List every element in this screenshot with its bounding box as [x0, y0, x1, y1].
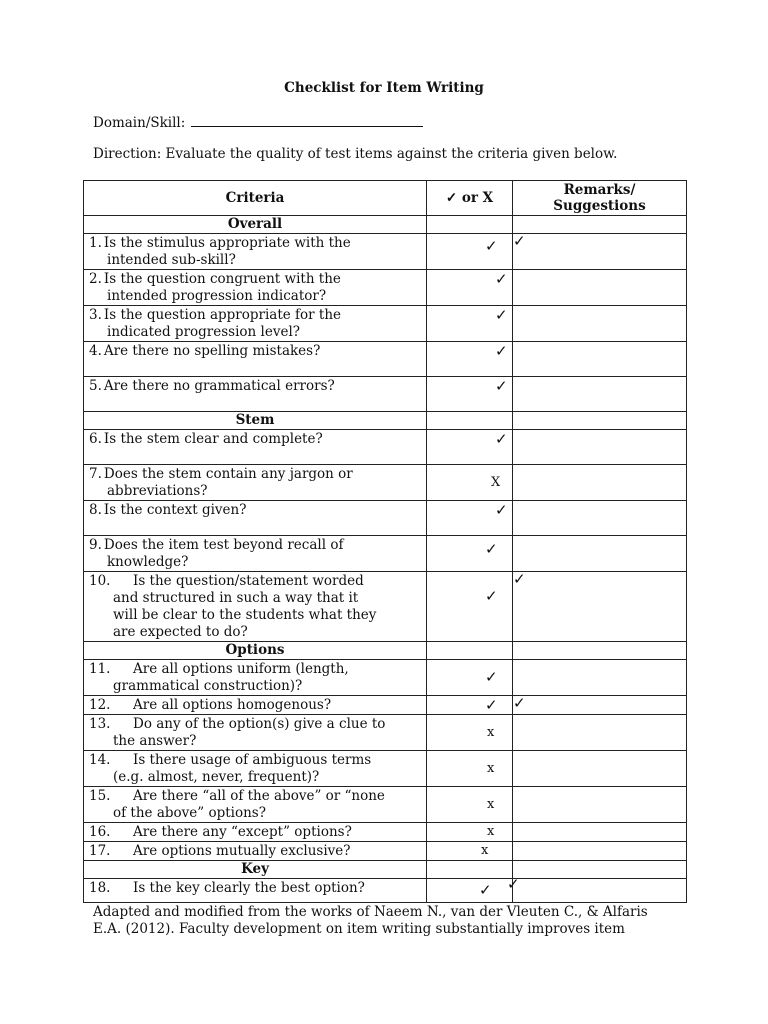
check-cell[interactable] — [427, 430, 513, 465]
check-cell[interactable] — [427, 270, 513, 306]
criteria-cell — [84, 306, 427, 342]
domain-skill-label: Domain/Skill: — [93, 115, 186, 131]
item-question-line: Is the key clearly the best option? — [133, 880, 365, 896]
domain-skill-blank-line[interactable] — [191, 113, 423, 127]
empty-cell[interactable] — [427, 642, 513, 660]
section-title: Key — [84, 861, 427, 879]
item-question-line: (e.g. almost, never, frequent)? — [113, 769, 320, 785]
criteria-cell — [84, 234, 427, 270]
item-question-line: Do any of the option(s) give a clue to — [133, 716, 386, 732]
remarks-cell[interactable] — [513, 751, 687, 787]
item-question-line: Is the question congruent with the — [103, 271, 341, 287]
check-cell[interactable] — [427, 751, 513, 787]
checkmark-icon: ✓ — [507, 875, 520, 893]
check-cell[interactable] — [427, 715, 513, 751]
check-cell[interactable] — [427, 536, 513, 572]
item-question-line: Is the question/statement worded — [133, 573, 364, 589]
item-question-line: and structured in such a way that it — [113, 590, 359, 606]
remarks-cell[interactable] — [507, 875, 687, 903]
item-number: 3. — [89, 307, 102, 323]
remarks-cell[interactable] — [513, 377, 687, 412]
checkmark-icon: ✓ — [485, 540, 498, 558]
x-mark: x — [487, 824, 495, 839]
section-title: Options — [84, 642, 427, 660]
item-question-line: will be clear to the students what they — [113, 607, 377, 623]
check-cell[interactable] — [427, 306, 513, 342]
table-row — [84, 823, 687, 842]
remarks-cell[interactable] — [513, 787, 687, 823]
remarks-cell[interactable] — [513, 715, 687, 751]
check-cell[interactable] — [427, 572, 513, 642]
table-row — [84, 572, 687, 642]
section-title: Stem — [84, 412, 427, 430]
empty-cell[interactable] — [427, 861, 513, 879]
direction-text: Direction: Evaluate the quality of test items against the criteria given below. — [93, 146, 618, 162]
criteria-cell — [84, 696, 427, 715]
criteria-cell — [84, 465, 427, 501]
check-cell[interactable] — [427, 787, 513, 823]
item-question-line: abbreviations? — [107, 483, 208, 499]
remarks-header — [513, 181, 687, 216]
check-cell[interactable] — [427, 342, 513, 377]
item-question-line: are expected to do? — [113, 624, 248, 640]
table-row — [84, 696, 687, 715]
remarks-header-line1: Remarks/ — [563, 182, 636, 198]
footer-citation — [93, 904, 683, 938]
empty-cell[interactable] — [513, 412, 687, 430]
remarks-cell[interactable] — [513, 536, 687, 572]
item-number: 14. — [89, 752, 111, 768]
item-question-line: knowledge? — [107, 554, 189, 570]
item-number: 4. — [89, 343, 102, 359]
empty-cell[interactable] — [427, 412, 513, 430]
table-row — [84, 465, 687, 501]
item-question-line: the answer? — [113, 733, 197, 749]
table-row — [84, 306, 687, 342]
checkmark-icon: ✓ — [485, 696, 498, 714]
table-row — [84, 879, 687, 903]
item-question-line: Is there usage of ambiguous terms — [133, 752, 372, 768]
footer-line1: Adapted and modified from the works of Naeem N., van der Vleuten C., & Alfaris — [93, 904, 648, 920]
checkmark-icon: ✓ — [495, 501, 508, 519]
item-number: 10. — [89, 573, 111, 589]
item-number: 7. — [89, 466, 102, 482]
remarks-cell[interactable] — [513, 660, 687, 696]
table-row — [84, 660, 687, 696]
checkmark-icon: ✓ — [479, 881, 492, 899]
check-cell[interactable] — [427, 377, 513, 412]
item-question-line: Are there no spelling mistakes? — [103, 343, 321, 359]
item-number: 9. — [89, 537, 102, 553]
item-number: 13. — [89, 716, 111, 732]
item-number: 2. — [89, 271, 102, 287]
item-question-line: indicated progression level? — [107, 324, 301, 340]
item-number: 1. — [89, 235, 102, 251]
remarks-cell[interactable] — [513, 842, 687, 861]
checkmark-icon: ✓ — [485, 237, 498, 255]
item-question-line: Are all options uniform (length, — [133, 661, 349, 677]
table-row — [84, 234, 687, 270]
empty-cell[interactable] — [513, 861, 687, 879]
checkmark-icon: ✓ — [495, 306, 508, 324]
check-cell[interactable] — [427, 823, 513, 842]
check-cell[interactable] — [427, 234, 513, 270]
remarks-cell[interactable] — [513, 306, 687, 342]
remarks-cell[interactable] — [513, 501, 687, 536]
x-mark: X — [491, 475, 501, 490]
checklist-table — [83, 180, 687, 903]
criteria-cell — [84, 430, 427, 465]
checkmark-icon: ✓ — [495, 430, 508, 448]
item-question-line: Is the stimulus appropriate with the — [103, 235, 351, 251]
remarks-cell[interactable] — [513, 270, 687, 306]
item-number: 16. — [89, 824, 111, 840]
criteria-cell — [84, 879, 427, 903]
item-number: 15. — [89, 788, 111, 804]
criteria-header: Criteria — [84, 181, 427, 216]
checkmark-icon: ✓ — [495, 342, 508, 360]
checkmark-icon: ✓ — [495, 270, 508, 288]
checkmark-icon: ✓ — [513, 570, 526, 588]
table-row — [84, 715, 687, 751]
item-question-line: grammatical construction)? — [113, 678, 303, 694]
item-number: 11. — [89, 661, 111, 677]
check-header: ✓ or X — [427, 181, 513, 216]
item-question-line: Are options mutually exclusive? — [133, 843, 351, 859]
section-row-overall — [84, 216, 687, 234]
item-question-line: Are all options homogenous? — [133, 697, 332, 713]
table-row — [84, 430, 687, 465]
check-cell[interactable] — [427, 879, 513, 903]
check-cell[interactable] — [427, 465, 513, 501]
table-row — [84, 342, 687, 377]
item-number: 18. — [89, 880, 111, 896]
domain-skill-field — [93, 113, 423, 131]
table-header-row — [84, 181, 687, 216]
item-number: 6. — [89, 431, 102, 447]
empty-cell[interactable] — [513, 642, 687, 660]
remarks-cell[interactable] — [513, 430, 687, 465]
footer-line2: E.A. (2012). Faculty development on item writing substantially improves item — [93, 921, 625, 937]
criteria-cell — [84, 342, 427, 377]
table-row — [84, 270, 687, 306]
criteria-cell — [84, 751, 427, 787]
criteria-cell — [84, 787, 427, 823]
x-mark: x — [487, 797, 495, 812]
criteria-cell — [84, 536, 427, 572]
table-row — [84, 501, 687, 536]
item-number: 8. — [89, 502, 102, 518]
item-number: 12. — [89, 697, 111, 713]
check-cell[interactable] — [427, 501, 513, 536]
item-question-line: of the above” options? — [113, 805, 266, 821]
x-mark: x — [481, 843, 489, 858]
checkmark-icon: ✓ — [513, 694, 526, 712]
item-question-line: Are there “all of the above” or “none — [133, 788, 385, 804]
document-title: Checklist for Item Writing — [284, 80, 484, 96]
criteria-cell — [84, 842, 427, 861]
remarks-cell[interactable] — [513, 572, 687, 642]
checkmark-icon: ✓ — [485, 587, 498, 605]
section-row-options — [84, 642, 687, 660]
checkmark-icon: ✓ — [495, 377, 508, 395]
x-mark: x — [487, 761, 495, 776]
item-number: 5. — [89, 378, 102, 394]
item-question-line: Does the item test beyond recall of — [103, 537, 344, 553]
item-question-line: Is the context given? — [103, 502, 247, 518]
section-row-key — [84, 861, 687, 879]
item-question-line: Is the stem clear and complete? — [103, 431, 323, 447]
criteria-cell — [84, 660, 427, 696]
remarks-cell[interactable] — [513, 696, 687, 715]
criteria-cell — [84, 377, 427, 412]
remarks-header-line2: Suggestions — [553, 198, 646, 214]
table-row — [84, 751, 687, 787]
remarks-cell[interactable] — [513, 465, 687, 501]
criteria-cell — [84, 823, 427, 842]
item-number: 17. — [89, 843, 111, 859]
criteria-cell — [84, 715, 427, 751]
table-row — [84, 377, 687, 412]
checkmark-icon: ✓ — [513, 232, 526, 250]
checkmark-icon: ✓ — [485, 668, 498, 686]
remarks-cell[interactable] — [513, 823, 687, 842]
check-cell[interactable] — [427, 696, 513, 715]
empty-cell[interactable] — [513, 216, 687, 234]
section-row-stem — [84, 412, 687, 430]
item-question-line: Are there any “except” options? — [133, 824, 352, 840]
table-row — [84, 536, 687, 572]
item-question-line: intended progression indicator? — [107, 288, 327, 304]
table-row — [84, 842, 687, 861]
item-question-line: Are there no grammatical errors? — [103, 378, 335, 394]
section-title: Overall — [84, 216, 427, 234]
item-question-line: Is the question appropriate for the — [103, 307, 342, 323]
table-row — [84, 787, 687, 823]
check-cell[interactable] — [427, 842, 513, 861]
criteria-cell — [84, 270, 427, 306]
item-question-line: Does the stem contain any jargon or — [103, 466, 353, 482]
item-question-line: intended sub-skill? — [107, 252, 236, 268]
x-mark: x — [487, 725, 495, 740]
criteria-cell — [84, 572, 427, 642]
criteria-cell — [84, 501, 427, 536]
remarks-cell[interactable] — [513, 234, 687, 270]
remarks-cell[interactable] — [513, 342, 687, 377]
check-cell[interactable] — [427, 660, 513, 696]
empty-cell[interactable] — [427, 216, 513, 234]
